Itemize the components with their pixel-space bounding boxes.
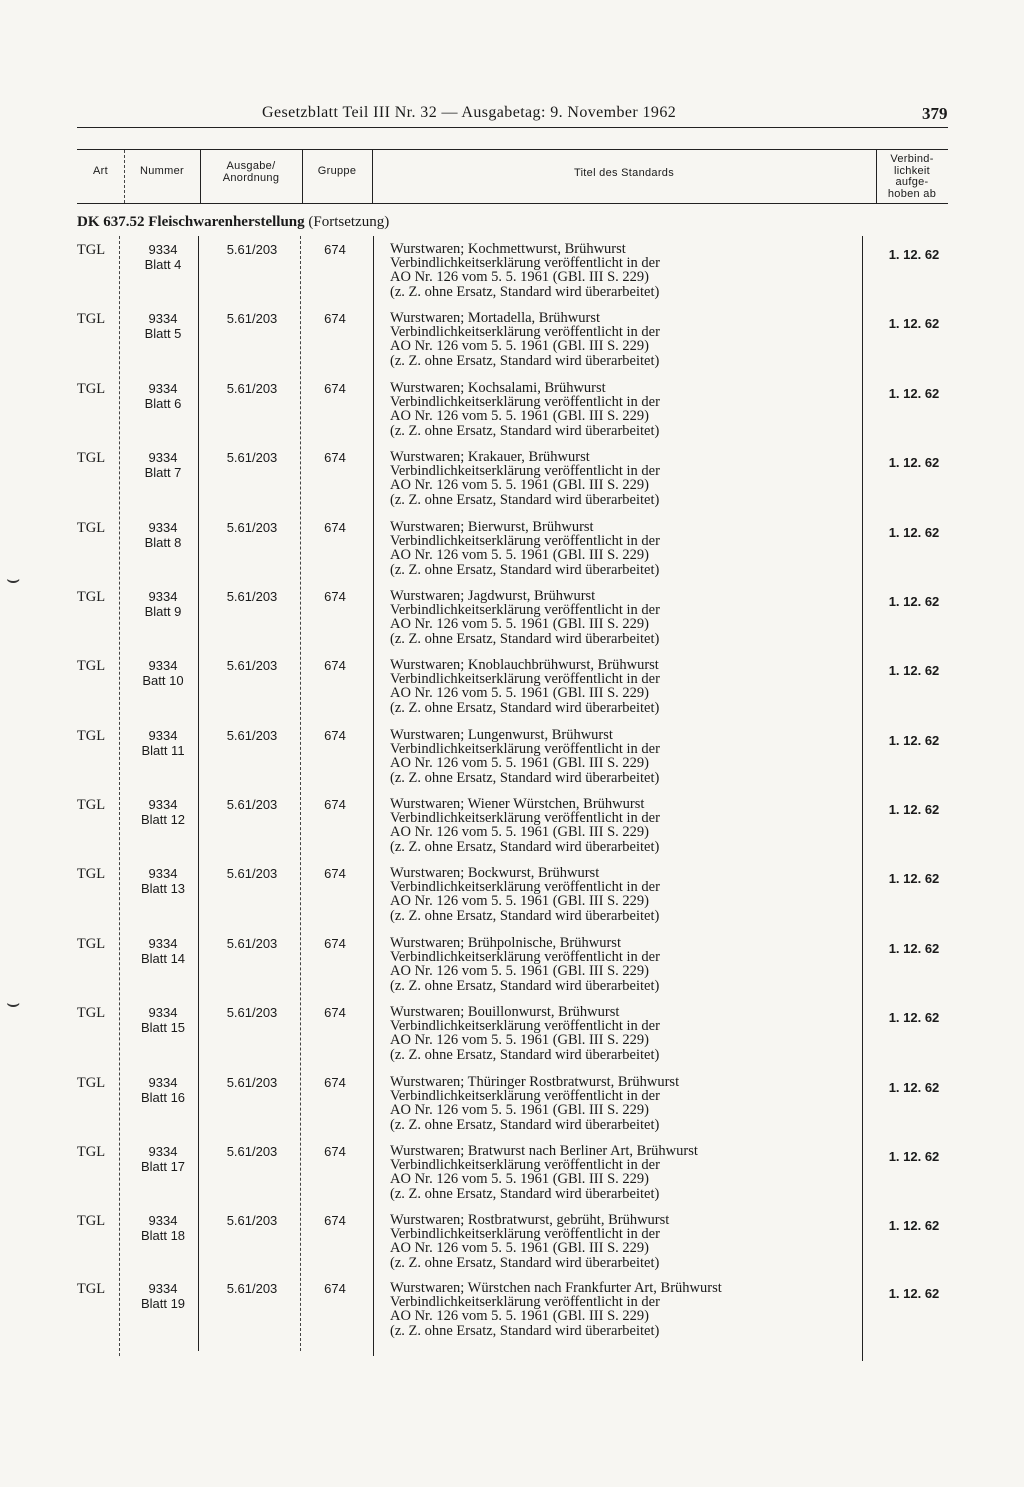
cell-titel-line: Verbindlichkeitserklärung veröffentlicht in der <box>390 1018 660 1035</box>
cell-gruppe: 674 <box>324 242 346 257</box>
col-header-ausgabe-line2: Anordnung <box>222 172 280 184</box>
cell-ausgabe: 5.61/203 <box>226 658 278 673</box>
cell-blatt: Blatt 18 <box>140 1228 186 1243</box>
cell-ausgabe: 5.61/203 <box>226 1075 278 1090</box>
cell-nummer-value: 9334 <box>148 1213 178 1228</box>
cell-titel-line: Verbindlichkeitserklärung veröffentlicht in der <box>390 1088 660 1105</box>
cell-titel <box>390 658 860 715</box>
margin-tick-mark: ⌣ <box>6 566 21 591</box>
cell-gruppe: 674 <box>324 1005 346 1020</box>
table-row <box>0 1075 1024 1145</box>
cell-datum: 1. 12. 62 <box>888 663 940 678</box>
cell-titel-line: Verbindlichkeitserklärung veröffentlicht in der <box>390 1226 660 1243</box>
cell-titel <box>390 520 860 577</box>
cell-blatt: Blatt 16 <box>140 1090 186 1105</box>
cell-titel <box>390 797 860 854</box>
cell-nummer-value: 9334 <box>148 589 178 604</box>
cell-datum: 1. 12. 62 <box>888 1149 940 1164</box>
cell-ausgabe: 5.61/203 <box>226 1144 278 1159</box>
cell-art: TGL <box>76 1144 106 1160</box>
cell-titel-line: Wurstwaren; Rostbratwurst, gebrüht, Brühwurst <box>390 1212 670 1228</box>
cell-titel-line: Verbindlichkeitserklärung veröffentlicht in der <box>390 255 660 272</box>
cell-titel <box>390 450 860 507</box>
cell-titel-line: Wurstwaren; Thüringer Rostbratwurst, Brühwurst <box>390 1074 680 1090</box>
table-row <box>0 381 1024 451</box>
page-header-title: Gesetzblatt Teil III Nr. 32 — Ausgabetag: 9. November 1962 <box>262 104 677 121</box>
cell-blatt: Batt 10 <box>142 673 184 688</box>
cell-datum: 1. 12. 62 <box>888 802 940 817</box>
col-header-nummer: Nummer <box>140 165 184 177</box>
cell-datum: 1. 12. 62 <box>888 525 940 540</box>
cell-titel-line: AO Nr. 126 vom 5. 5. 1961 (GBl. III S. 229) <box>390 1308 649 1325</box>
cell-nummer <box>126 728 200 758</box>
cell-titel-line: Verbindlichkeitserklärung veröffentlicht in der <box>390 741 660 758</box>
cell-ausgabe: 5.61/203 <box>226 450 278 465</box>
cell-nummer-value: 9334 <box>148 936 178 951</box>
cell-nummer <box>126 1213 200 1243</box>
cell-titel-line: AO Nr. 126 vom 5. 5. 1961 (GBl. III S. 229) <box>390 824 649 841</box>
cell-datum: 1. 12. 62 <box>888 733 940 748</box>
cell-datum: 1. 12. 62 <box>888 455 940 470</box>
cell-titel-line: (z. Z. ohne Ersatz, Standard wird überarbeitet) <box>390 1322 660 1339</box>
cell-gruppe: 674 <box>324 1144 346 1159</box>
cell-titel-line: AO Nr. 126 vom 5. 5. 1961 (GBl. III S. 229) <box>390 338 649 355</box>
cell-nummer-value: 9334 <box>148 450 178 465</box>
cell-titel <box>390 1075 860 1132</box>
cell-datum: 1. 12. 62 <box>888 1080 940 1095</box>
page-number: 379 <box>922 104 948 123</box>
table-row <box>0 1281 1024 1351</box>
cell-titel <box>390 728 860 785</box>
cell-nummer-value: 9334 <box>148 658 178 673</box>
cell-titel <box>390 589 860 646</box>
cell-art: TGL <box>76 797 106 813</box>
header-rule <box>77 127 948 128</box>
cell-blatt: Blatt 14 <box>140 951 186 966</box>
cell-blatt: Blatt 9 <box>144 604 182 619</box>
cell-nummer <box>126 381 200 411</box>
cell-datum: 1. 12. 62 <box>888 247 940 262</box>
cell-nummer-value: 9334 <box>148 381 178 396</box>
table-row <box>0 589 1024 659</box>
cell-titel-line: AO Nr. 126 vom 5. 5. 1961 (GBl. III S. 229) <box>390 547 649 564</box>
table-row <box>0 520 1024 590</box>
cell-titel-line: Wurstwaren; Wiener Würstchen, Brühwurst <box>390 796 645 812</box>
cell-titel-line: AO Nr. 126 vom 5. 5. 1961 (GBl. III S. 229) <box>390 1240 649 1257</box>
cell-titel-line: (z. Z. ohne Ersatz, Standard wird überarbeitet) <box>390 283 660 300</box>
cell-blatt: Blatt 7 <box>144 465 182 480</box>
cell-art: TGL <box>76 1213 106 1229</box>
cell-nummer-value: 9334 <box>148 1005 178 1020</box>
cell-ausgabe: 5.61/203 <box>226 936 278 951</box>
cell-blatt: Blatt 11 <box>141 743 185 758</box>
cell-ausgabe: 5.61/203 <box>226 1213 278 1228</box>
col-header-verbind-line1: Verbind- <box>890 153 934 165</box>
cell-titel-line: Verbindlichkeitserklärung veröffentlicht in der <box>390 1157 660 1174</box>
cell-titel-line: (z. Z. ohne Ersatz, Standard wird überarbeitet) <box>390 838 660 855</box>
cell-titel <box>390 242 860 299</box>
cell-titel-line: AO Nr. 126 vom 5. 5. 1961 (GBl. III S. 229) <box>390 685 649 702</box>
cell-ausgabe: 5.61/203 <box>226 520 278 535</box>
cell-nummer <box>126 1005 200 1035</box>
cell-titel-line: Wurstwaren; Würstchen nach Frankfurter Art, Brühwurst <box>390 1280 722 1296</box>
cell-blatt: Blatt 6 <box>144 396 182 411</box>
table-row <box>0 866 1024 936</box>
cell-ausgabe: 5.61/203 <box>226 866 278 881</box>
cell-datum: 1. 12. 62 <box>888 594 940 609</box>
cell-datum: 1. 12. 62 <box>888 1286 940 1301</box>
table-row <box>0 797 1024 867</box>
cell-art: TGL <box>76 242 106 258</box>
cell-ausgabe: 5.61/203 <box>226 589 278 604</box>
cell-art: TGL <box>76 1075 106 1091</box>
cell-titel-line: (z. Z. ohne Ersatz, Standard wird überarbeitet) <box>390 1185 660 1202</box>
cell-ausgabe: 5.61/203 <box>226 797 278 812</box>
cell-nummer <box>126 936 200 966</box>
cell-nummer <box>126 450 200 480</box>
cell-titel-line: (z. Z. ohne Ersatz, Standard wird überarbeitet) <box>390 561 660 578</box>
cell-titel-line: Wurstwaren; Bratwurst nach Berliner Art, Brühwurst <box>390 1143 698 1159</box>
cell-gruppe: 674 <box>324 797 346 812</box>
cell-art: TGL <box>76 520 106 536</box>
table-row <box>0 1005 1024 1075</box>
cell-gruppe: 674 <box>324 1213 346 1228</box>
cell-gruppe: 674 <box>324 936 346 951</box>
cell-art: TGL <box>76 658 106 674</box>
cell-nummer-value: 9334 <box>148 520 178 535</box>
cell-titel-line: Verbindlichkeitserklärung veröffentlicht in der <box>390 463 660 480</box>
cell-titel-line: Wurstwaren; Bierwurst, Brühwurst <box>390 519 594 535</box>
section-code: DK 637.52 <box>77 214 145 230</box>
cell-titel-line: Verbindlichkeitserklärung veröffentlicht in der <box>390 879 660 896</box>
cell-nummer <box>126 242 200 272</box>
cell-titel-line: Wurstwaren; Mortadella, Brühwurst <box>390 310 601 326</box>
table-header-bottom-rule <box>77 203 948 204</box>
cell-titel-line: Wurstwaren; Brühpolnische, Brühwurst <box>390 935 621 951</box>
cell-titel <box>390 1213 860 1270</box>
cell-titel-line: AO Nr. 126 vom 5. 5. 1961 (GBl. III S. 229) <box>390 616 649 633</box>
cell-titel-line: AO Nr. 126 vom 5. 5. 1961 (GBl. III S. 229) <box>390 1032 649 1049</box>
cell-titel-line: (z. Z. ohne Ersatz, Standard wird überarbeitet) <box>390 630 660 647</box>
cell-titel <box>390 936 860 993</box>
cell-nummer <box>126 797 200 827</box>
cell-blatt: Blatt 13 <box>140 881 186 896</box>
cell-blatt: Blatt 15 <box>140 1020 186 1035</box>
cell-nummer-value: 9334 <box>148 242 178 257</box>
cell-art: TGL <box>76 1281 106 1297</box>
col-header-verbind-line2: lichkeit <box>893 164 931 177</box>
cell-nummer <box>126 658 200 688</box>
cell-datum: 1. 12. 62 <box>888 941 940 956</box>
cell-nummer-value: 9334 <box>148 1075 178 1090</box>
cell-gruppe: 674 <box>324 450 346 465</box>
cell-nummer-value: 9334 <box>148 728 178 743</box>
cell-ausgabe: 5.61/203 <box>226 1281 278 1296</box>
cell-titel-line: (z. Z. ohne Ersatz, Standard wird überarbeitet) <box>390 352 660 369</box>
cell-titel-line: (z. Z. ohne Ersatz, Standard wird überarbeitet) <box>390 422 660 439</box>
section-name: Fleischwarenherstellung <box>148 214 305 230</box>
cell-titel-line: Verbindlichkeitserklärung veröffentlicht in der <box>390 394 660 411</box>
cell-titel-line: Wurstwaren; Lungenwurst, Brühwurst <box>390 727 613 743</box>
table-top-rule <box>77 149 948 150</box>
col-header-titel: Titel des Standards <box>573 167 675 179</box>
cell-art: TGL <box>76 589 106 605</box>
cell-titel-line: Verbindlichkeitserklärung veröffentlicht in der <box>390 533 660 550</box>
cell-art: TGL <box>76 728 106 744</box>
cell-titel-line: AO Nr. 126 vom 5. 5. 1961 (GBl. III S. 229) <box>390 893 649 910</box>
cell-ausgabe: 5.61/203 <box>226 311 278 326</box>
cell-titel-line: AO Nr. 126 vom 5. 5. 1961 (GBl. III S. 229) <box>390 755 649 772</box>
cell-titel-line: AO Nr. 126 vom 5. 5. 1961 (GBl. III S. 229) <box>390 1171 649 1188</box>
cell-gruppe: 674 <box>324 381 346 396</box>
cell-nummer <box>126 520 200 550</box>
cell-nummer <box>126 1281 200 1311</box>
cell-art: TGL <box>76 450 106 466</box>
cell-titel-line: (z. Z. ohne Ersatz, Standard wird überarbeitet) <box>390 491 660 508</box>
section-heading <box>77 214 389 231</box>
cell-titel-line: (z. Z. ohne Ersatz, Standard wird überarbeitet) <box>390 1116 660 1133</box>
col-header-verbindlichkeit <box>876 154 948 200</box>
table-row <box>0 1144 1024 1214</box>
cell-titel-line: Verbindlichkeitserklärung veröffentlicht in der <box>390 949 660 966</box>
cell-titel-line: AO Nr. 126 vom 5. 5. 1961 (GBl. III S. 229) <box>390 477 649 494</box>
cell-titel-line: Verbindlichkeitserklärung veröffentlicht in der <box>390 602 660 619</box>
cell-nummer-value: 9334 <box>148 1281 178 1296</box>
section-suffix: (Fortsetzung) <box>308 214 390 230</box>
cell-titel-line: (z. Z. ohne Ersatz, Standard wird überarbeitet) <box>390 1046 660 1063</box>
table-row <box>0 450 1024 520</box>
cell-titel-line: AO Nr. 126 vom 5. 5. 1961 (GBl. III S. 229) <box>390 963 649 980</box>
cell-blatt: Blatt 5 <box>144 326 182 341</box>
cell-titel-line: AO Nr. 126 vom 5. 5. 1961 (GBl. III S. 229) <box>390 408 649 425</box>
cell-datum: 1. 12. 62 <box>888 1010 940 1025</box>
cell-titel-line: Wurstwaren; Jagdwurst, Brühwurst <box>390 588 596 604</box>
table-row <box>0 311 1024 381</box>
cell-titel <box>390 381 860 438</box>
table-row <box>0 936 1024 1006</box>
cell-datum: 1. 12. 62 <box>888 386 940 401</box>
cell-art: TGL <box>76 1005 106 1021</box>
cell-datum: 1. 12. 62 <box>888 316 940 331</box>
cell-titel-line: Wurstwaren; Knoblauchbrühwurst, Brühwurst <box>390 657 659 673</box>
cell-titel-line: Verbindlichkeitserklärung veröffentlicht in der <box>390 671 660 688</box>
table-row <box>0 242 1024 312</box>
cell-art: TGL <box>76 866 106 882</box>
col-header-ausgabe <box>200 160 302 184</box>
cell-gruppe: 674 <box>324 1075 346 1090</box>
col-header-verbind-line3: aufge- <box>895 176 929 188</box>
cell-nummer <box>126 589 200 619</box>
cell-gruppe: 674 <box>324 866 346 881</box>
cell-titel-line: Verbindlichkeitserklärung veröffentlicht in der <box>390 324 660 341</box>
col-header-ausgabe-line1: Ausgabe/ <box>226 160 276 172</box>
cell-blatt: Blatt 19 <box>140 1296 186 1311</box>
cell-nummer-value: 9334 <box>148 866 178 881</box>
cell-titel-line: AO Nr. 126 vom 5. 5. 1961 (GBl. III S. 229) <box>390 269 649 286</box>
cell-ausgabe: 5.61/203 <box>226 242 278 257</box>
cell-blatt: Blatt 17 <box>140 1159 186 1174</box>
cell-datum: 1. 12. 62 <box>888 871 940 886</box>
cell-titel-line: AO Nr. 126 vom 5. 5. 1961 (GBl. III S. 229) <box>390 1102 649 1119</box>
cell-titel-line: (z. Z. ohne Ersatz, Standard wird überarbeitet) <box>390 1254 660 1271</box>
cell-blatt: Blatt 12 <box>140 812 186 827</box>
cell-nummer <box>126 1144 200 1174</box>
cell-titel-line: (z. Z. ohne Ersatz, Standard wird überarbeitet) <box>390 977 660 994</box>
table-row <box>0 1213 1024 1283</box>
cell-titel-line: (z. Z. ohne Ersatz, Standard wird überarbeitet) <box>390 907 660 924</box>
col-header-gruppe: Gruppe <box>317 165 357 177</box>
cell-art: TGL <box>76 381 106 397</box>
cell-titel <box>390 311 860 368</box>
margin-tick-mark: ⌣ <box>6 990 21 1015</box>
cell-titel-line: (z. Z. ohne Ersatz, Standard wird überarbeitet) <box>390 769 660 786</box>
cell-gruppe: 674 <box>324 589 346 604</box>
cell-titel <box>390 1005 860 1062</box>
cell-nummer-value: 9334 <box>148 311 178 326</box>
cell-gruppe: 674 <box>324 1281 346 1296</box>
cell-gruppe: 674 <box>324 658 346 673</box>
cell-titel <box>390 866 860 923</box>
cell-nummer <box>126 866 200 896</box>
table-row <box>0 658 1024 728</box>
cell-blatt: Blatt 4 <box>144 257 182 272</box>
cell-art: TGL <box>76 936 106 952</box>
cell-blatt: Blatt 8 <box>144 535 182 550</box>
cell-titel-line: Wurstwaren; Krakauer, Brühwurst <box>390 449 590 465</box>
cell-titel-line: Wurstwaren; Bockwurst, Brühwurst <box>390 865 600 881</box>
table-row <box>0 728 1024 798</box>
cell-gruppe: 674 <box>324 728 346 743</box>
cell-ausgabe: 5.61/203 <box>226 728 278 743</box>
cell-art: TGL <box>76 311 106 327</box>
cell-nummer-value: 9334 <box>148 797 178 812</box>
cell-titel-line: Wurstwaren; Kochsalami, Brühwurst <box>390 380 606 396</box>
cell-nummer <box>126 311 200 341</box>
col-header-verbind-line4: hoben ab <box>887 187 937 200</box>
cell-nummer-value: 9334 <box>148 1144 178 1159</box>
cell-titel <box>390 1281 860 1338</box>
cell-titel <box>390 1144 860 1201</box>
cell-titel-line: (z. Z. ohne Ersatz, Standard wird überarbeitet) <box>390 699 660 716</box>
cell-datum: 1. 12. 62 <box>888 1218 940 1233</box>
cell-gruppe: 674 <box>324 520 346 535</box>
cell-titel-line: Wurstwaren; Bouillonwurst, Brühwurst <box>390 1004 620 1020</box>
cell-titel-line: Verbindlichkeitserklärung veröffentlicht in der <box>390 1294 660 1311</box>
cell-nummer <box>126 1075 200 1105</box>
col-header-art: Art <box>93 165 108 177</box>
cell-titel-line: Verbindlichkeitserklärung veröffentlicht in der <box>390 810 660 827</box>
cell-ausgabe: 5.61/203 <box>226 381 278 396</box>
cell-gruppe: 674 <box>324 311 346 326</box>
cell-titel-line: Wurstwaren; Kochmettwurst, Brühwurst <box>390 241 626 257</box>
cell-ausgabe: 5.61/203 <box>226 1005 278 1020</box>
